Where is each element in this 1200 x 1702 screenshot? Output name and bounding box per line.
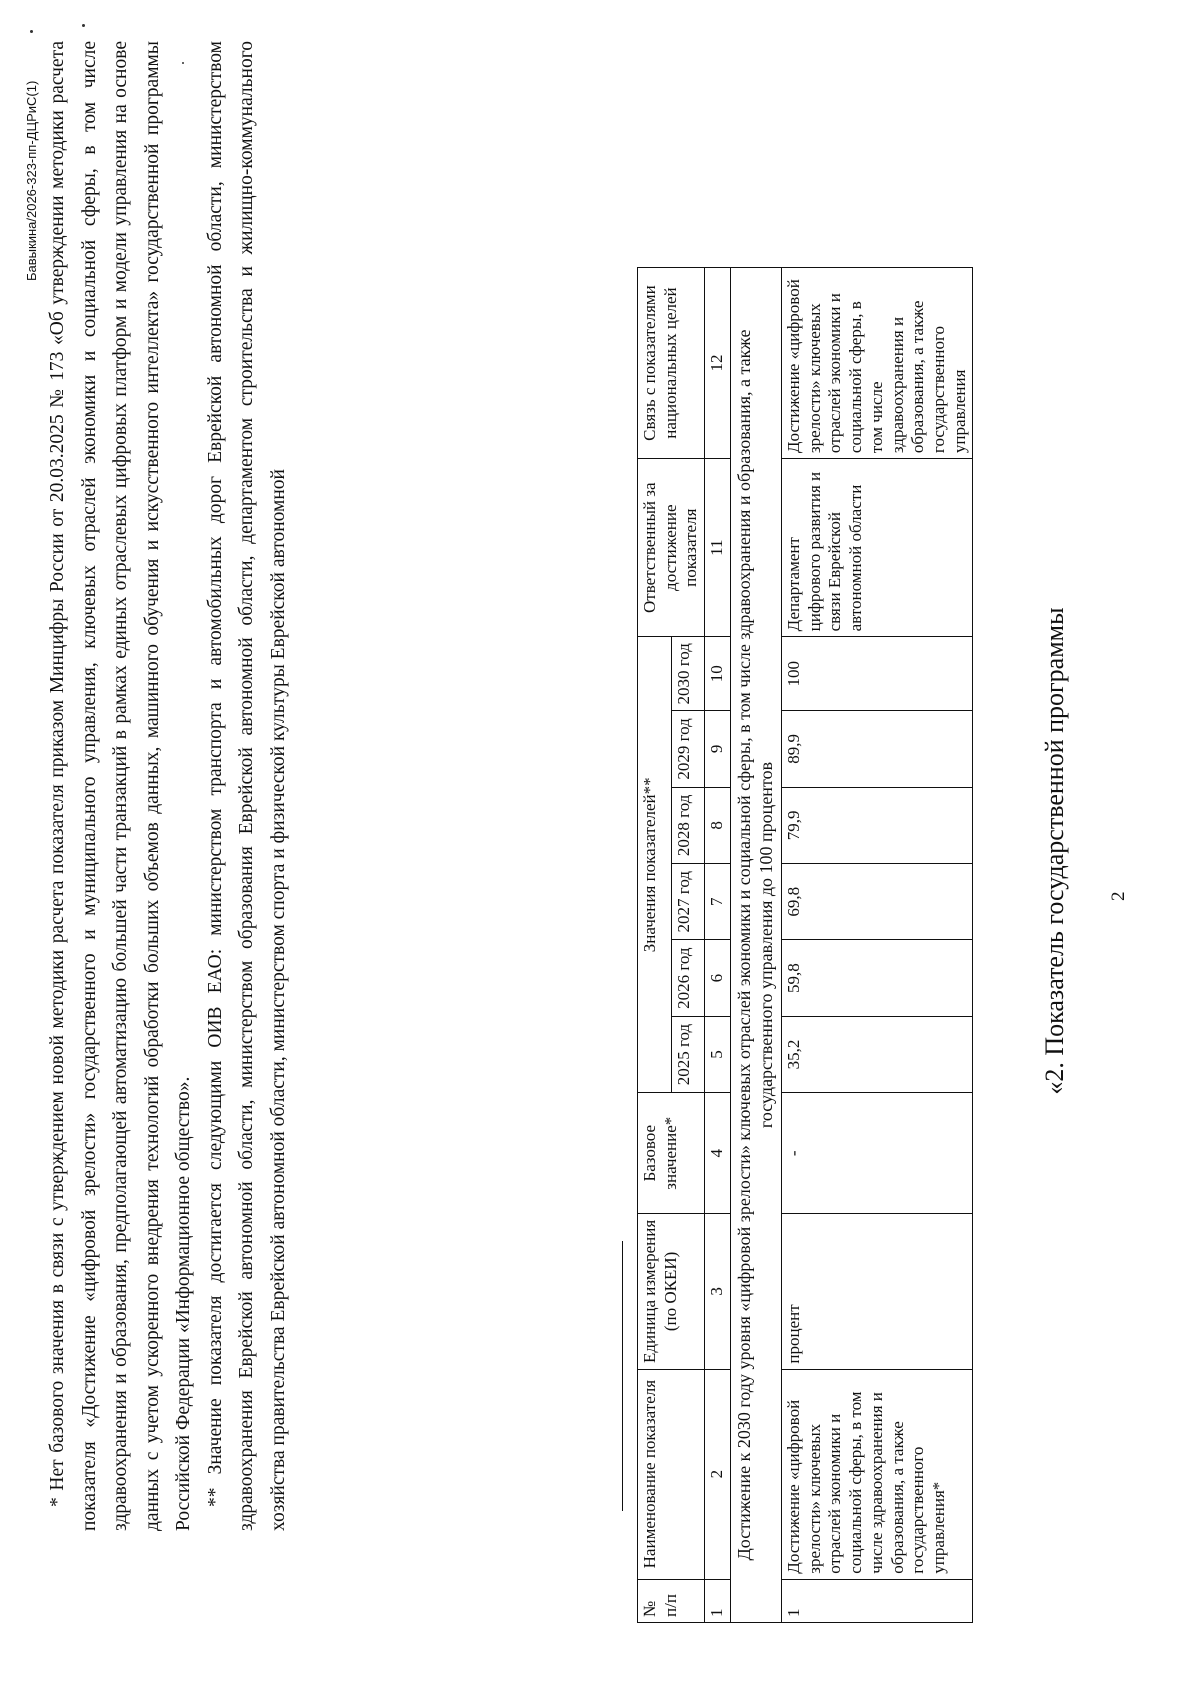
row-value: 59,8 <box>781 940 973 1016</box>
column-number: 10 <box>705 637 731 711</box>
header-no: № п/п <box>638 1579 705 1622</box>
footnotes <box>42 41 295 1531</box>
header-unit: Единица измерения (по ОКЕИ) <box>638 1214 705 1369</box>
row-value: 89,9 <box>781 711 973 787</box>
row-value: 35,2 <box>781 1016 973 1092</box>
row-value: 100 <box>781 637 973 711</box>
rotated-page <box>24 41 1170 1661</box>
row-value: 69,8 <box>781 864 973 940</box>
column-number: 4 <box>705 1093 731 1214</box>
row-value: 79,9 <box>781 787 973 863</box>
table-row <box>781 268 973 1623</box>
row-name: Достижение «цифровой зрелости» ключевых отраслей экономики и социальной сферы, в том числе здравоохранения и образования, а также государственного управления* <box>781 1369 973 1579</box>
footnote-1: * Нет базового значения в связи с утверждением новой методики расчета показателя приказом Минцифры России от 20.03.2025 № 173 «Об утверждении методики расчета показателя «Достижение «цифровой зрелости» государственного и муниципального управления, ключевых отраслей экономики и социальной сферы, в том числе здравоохранения и образования, предполагающей автоматизацию большей части транзакций в рамках единых отраслевых цифровых платформ и модели управления на основе данных с учетом ускоренного внедрения технологий обработки больших объемов данных, машинного обучения и искусственного интеллекта» государственной программы Российской Федерации «Информационное общество». <box>47 41 195 1531</box>
column-number: 12 <box>705 268 731 459</box>
column-number: 2 <box>705 1369 731 1579</box>
row-unit: процент <box>781 1214 973 1369</box>
column-number: 5 <box>705 1016 731 1092</box>
header-year: 2029 год <box>671 711 705 787</box>
scan-speck <box>82 24 85 27</box>
row-responsible: Департамент цифрового развития и связи Еврейской автономной области <box>781 459 973 637</box>
footnote-separator <box>622 1241 623 1511</box>
column-number: 1 <box>705 1579 731 1622</box>
header-values-group: Значения показателей** <box>638 637 672 1093</box>
column-number: 3 <box>705 1214 731 1369</box>
document-code: Бавыкина/2026-323-пп-ДЦРиС(1) <box>24 80 39 281</box>
scan-speck <box>30 30 33 33</box>
column-number: 6 <box>705 940 731 1016</box>
row-no: 1 <box>781 1579 973 1622</box>
header-year: 2030 год <box>671 637 705 711</box>
header-year: 2028 год <box>671 787 705 863</box>
goal-row <box>730 268 781 1623</box>
column-number: 9 <box>705 711 731 787</box>
row-link: Достижение «цифровой зрелости» ключевых отраслей экономики и социальной сферы, в том числе здравоохранения и образования, а также государственного управления <box>781 268 973 459</box>
page-number: 2 <box>1108 891 1129 901</box>
footnote-2: ** Значение показателя достигается следующими ОИВ ЕАО: министерством транспорта и автомобильных дорог Еврейской автономной области, министерством здравоохранения Еврейской автономной области, министерством образования Еврейской автономной области, департаментом строительства и жилищно-коммунального хозяйства правительства Еврейской автономной области, министерством спорта и физической культуры Еврейской автономной <box>204 41 290 1531</box>
column-number: 8 <box>705 787 731 863</box>
goal-text: Достижение к 2030 году уровня «цифровой зрелости» ключевых отраслей экономики и социальной сферы, в том числе здравоохранения и образования, а также государственного управления до 100 процентов <box>730 268 781 1623</box>
header-year: 2027 год <box>671 864 705 940</box>
column-number: 11 <box>705 459 731 637</box>
header-responsible: Ответственный за достижение показателя <box>638 459 705 637</box>
indicator-table <box>637 267 973 1623</box>
header-year: 2026 год <box>671 940 705 1016</box>
header-link: Связь с показателями национальных целей <box>638 268 705 459</box>
header-base: Базовое значение* <box>638 1093 705 1214</box>
row-base: - <box>781 1093 973 1214</box>
column-number-row <box>705 268 731 1623</box>
header-year: 2025 год <box>671 1016 705 1092</box>
section-title: «2. Показатель государственной программы <box>1040 607 1069 1095</box>
column-number: 7 <box>705 864 731 940</box>
header-name: Наименование показателя <box>638 1369 705 1579</box>
header-row <box>638 268 672 1623</box>
